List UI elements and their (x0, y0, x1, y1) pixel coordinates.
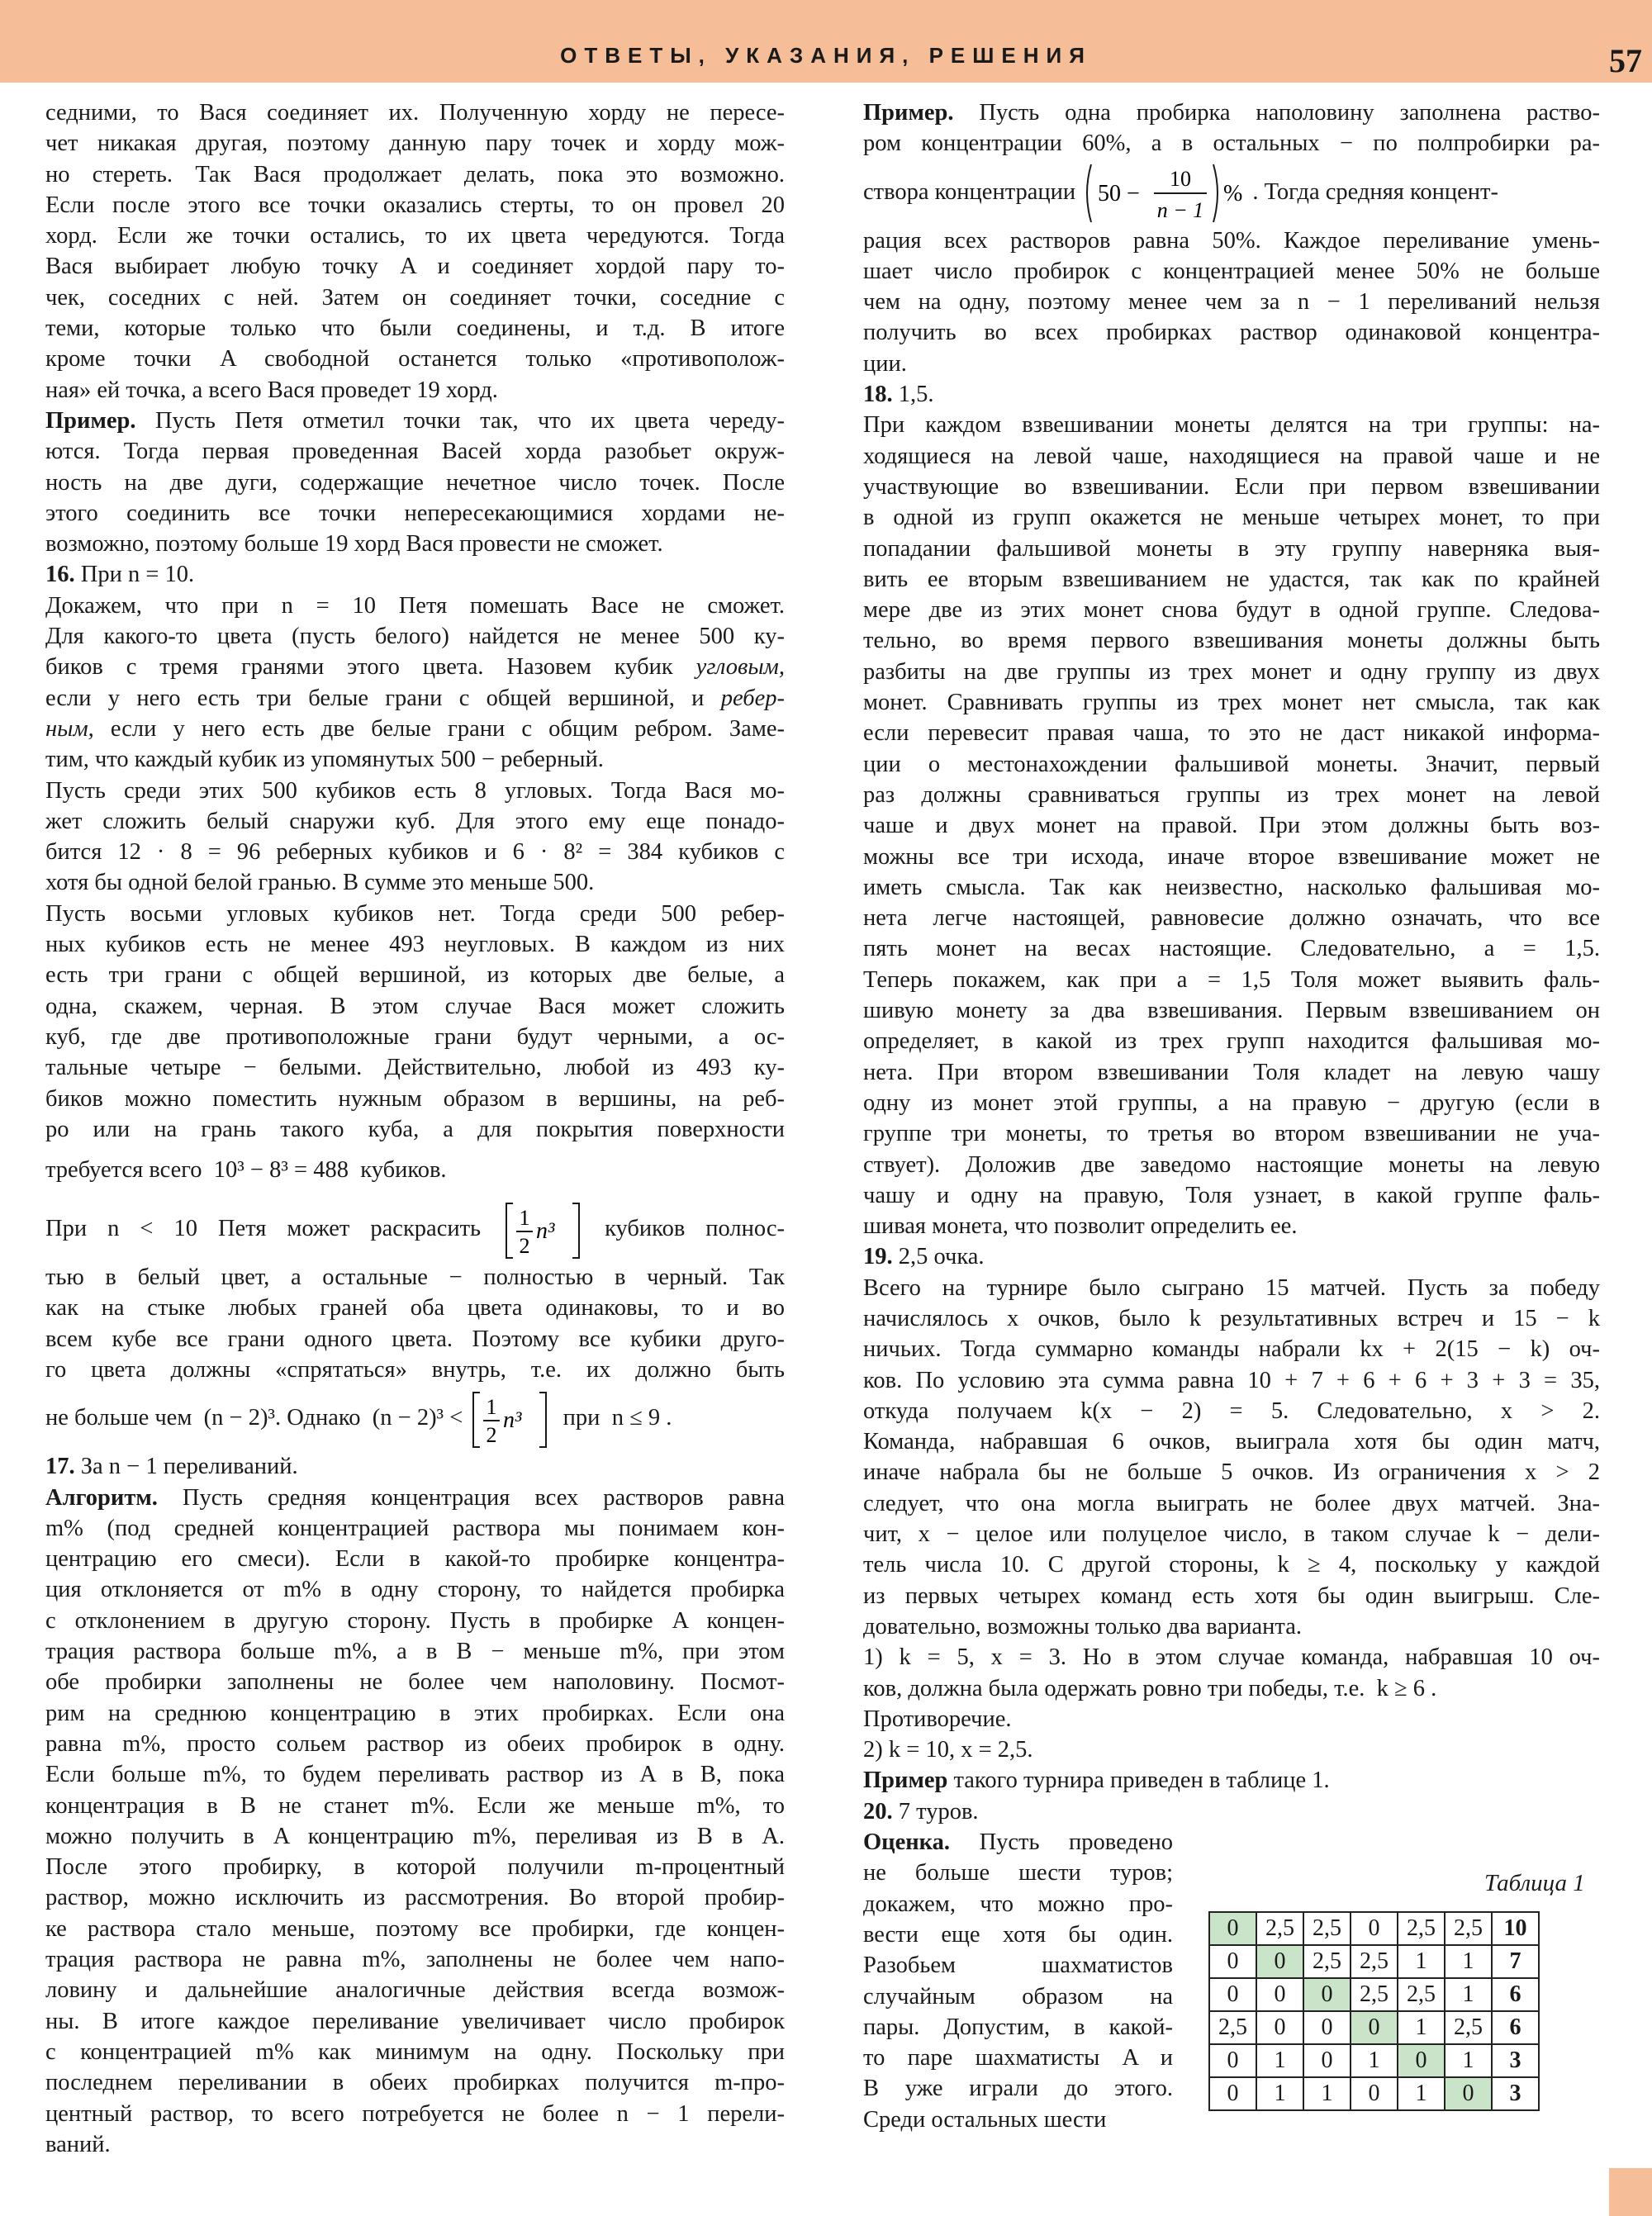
problem-17-answer: 17. За n − 1 переливаний. (45, 1454, 298, 1480)
solution-18-text (863, 410, 1600, 1241)
table-row (1209, 1945, 1539, 1978)
score-cell: 2,5 (1398, 1978, 1445, 2011)
formula: 6 · 8² = 384 (512, 839, 663, 866)
score-cell: 0 (1256, 1978, 1303, 2011)
text-line: теми, которые только что были соединены, и т.д. В итоге (45, 316, 785, 342)
text-line: случайным образом на (863, 1983, 1173, 2010)
score-cell: 0 (1445, 2077, 1492, 2110)
fraction-denominator: 2 (519, 1233, 530, 1258)
formula: n ≤ 9 (611, 1405, 661, 1431)
running-title: ОТВЕТЫ, УКАЗАНИЯ, РЕШЕНИЯ (560, 43, 1092, 68)
text-line: шивая монета, что позволит определить ее. (863, 1213, 1298, 1240)
score-cell: 2,5 (1351, 1945, 1398, 1978)
text-line: довательно, возможны только два варианта. (863, 1613, 1302, 1639)
text-line: если перевесит правая чаша, то это не даст никакой информа- (863, 720, 1600, 747)
formula-line: откуда получаем k(x − 2) = 5. Следовательно, x > 2. (863, 1397, 1600, 1424)
text-line: группе три монеты, то третья во втором взвешивании не уча- (863, 1121, 1600, 1147)
text-line: монет. Сравнивать группы из трех монет нет смысла, так как (863, 690, 1600, 716)
score-cell: 1 (1445, 2044, 1492, 2077)
text-line: биков можно поместить нужным образом в вершины, на реб- (45, 1085, 785, 1112)
text-line: можно получить в A концентрацию m%, переливая из B в A. (45, 1823, 785, 1849)
score-cell: 0 (1303, 1978, 1351, 2011)
text-line: Противоречие. (863, 1706, 1012, 1732)
score-cell: 0 (1209, 2077, 1256, 2110)
formula-line: бится 12 · 8 = 96 реберных кубиков и 6 · 8² = 384 кубиков с (45, 839, 786, 866)
text-line: Разобьем шахматистов (863, 1953, 1173, 1979)
fraction-numerator: 1 (519, 1205, 530, 1230)
text-line: ловину и дальнейшие аналогичные действия всегда возмож- (45, 1977, 785, 2004)
estimate-20-text (863, 1858, 1173, 2135)
score-cell: 2,5 (1351, 1978, 1398, 2011)
solution-15-continuation (45, 97, 785, 406)
text-line: хотя бы одной белой гранью. В сумме это меньше 500. (45, 870, 595, 896)
score-cell: 0 (1351, 2011, 1398, 2044)
text-line: шает число пробирок с концентрацией менее 50% не больше (863, 258, 1600, 284)
text-line: биков с тремя гранями этого цвета. Назовем кубик угловым, (45, 654, 785, 681)
text-line: но стереть. Так Вася продолжает делать, пока это возможно. (45, 161, 785, 187)
text-line: ции о местонахождении фальшивой монеты. Значит, первый (863, 751, 1600, 777)
text-line: вить ее вторым взвешиванием не удастся, так как по крайней (863, 566, 1600, 592)
text-line: ром концентрации 60%, а в остальных − по полпробирки ра- (863, 130, 1600, 157)
page-number: 57 (1609, 42, 1642, 79)
problem-18-answer: 18. 1,5. (863, 382, 934, 408)
text-line: чет никакая другая, поэтому данную пару точек и хорду мож- (45, 130, 785, 157)
total-cell: 3 (1492, 2077, 1539, 2110)
total-cell: 6 (1492, 2011, 1539, 2044)
score-cell: 0 (1209, 1978, 1256, 2011)
text-line: ствует). Доложив две заведомо настоящие монеты на левую (863, 1151, 1600, 1178)
algorithm-17-first-line: Алгоритм. Пусть средняя концентрация всех растворов равна (45, 1484, 786, 1511)
text-line: куб, где две противоположные грани будут черными, а ос- (45, 1023, 785, 1050)
text-line: ны. В итоге каждое переливание увеличивает число пробирок (45, 2008, 785, 2034)
text-line: раствор, можно исключить из рассмотрения. Во второй пробир- (45, 1885, 785, 1911)
text-line: Среди остальных шести (863, 2106, 1107, 2133)
text-line: хорд. Если же точки остались, то их цвета чередуются. Тогда (45, 223, 785, 249)
text-line: го цвета должны «спрятаться» внутрь, т.е. их должно быть (45, 1356, 785, 1383)
formula-line: При n < 10 Петя может раскрасить 1 2 n³ кубиков полнос- (45, 1196, 785, 1262)
formula-line: ков, должна была одержать ровно три победы, т.е. k ≥ 6 . (863, 1675, 1437, 1701)
table-caption: Таблица 1 (1484, 1870, 1585, 1896)
text-line: Если больше m%, то будем переливать раствор из A в B, пока (45, 1762, 785, 1788)
text-line: ции. (863, 350, 907, 377)
example-17-text (863, 225, 1600, 379)
text-line: Если после этого все точки оказались стерты, то он провел 20 (45, 192, 785, 218)
text-line: иметь смысла. Так как неизвестно, насколько фальшивая мо- (863, 874, 1600, 900)
text-line: рация всех растворов равна 50%. Каждое переливание умень- (863, 227, 1600, 254)
text-line: Пусть восьми угловых кубиков нет. Тогда среди 500 ребер- (45, 900, 785, 927)
text-line: этого соединить все точки непересекающимися хордами не- (45, 500, 785, 526)
score-cell: 0 (1209, 1945, 1256, 1978)
text-line: не больше шести туров; (863, 1860, 1173, 1886)
text-line: тим, что каждый кубик из упомянутых 500 − реберный. (45, 747, 604, 773)
score-cell: 0 (1209, 2044, 1256, 2077)
score-cell: 1 (1303, 2077, 1351, 2110)
text-line: ность на две дуги, содержащие нечетное число точек. После (45, 469, 785, 496)
formula: n³ (536, 1217, 555, 1244)
text-line: одну из монет этой группы, а на правую − другую (если в (863, 1089, 1600, 1116)
text-line: ваний. (45, 2131, 111, 2157)
score-cell: 2,5 (1209, 2011, 1256, 2044)
formula: (n − 2)³ (203, 1405, 275, 1431)
total-cell: 6 (1492, 1978, 1539, 2011)
floor-fraction-formula (501, 1198, 584, 1263)
text-line: определяет, в какой из трех групп находится фальшивая мо- (863, 1028, 1600, 1055)
text-line: Для какого-то цвета (пусть белого) найдется не менее 500 ку- (45, 624, 785, 650)
text-line: Команда, набравшая 6 очков, выиграла хотя бы один матч, (863, 1429, 1600, 1455)
problem-19-answer: 19. 2,5 очка. (863, 1244, 985, 1270)
formula: k ≥ 6 (1376, 1675, 1426, 1701)
text-line: то паре шахматисты A и (863, 2045, 1173, 2071)
formula-line: створа концентрации 50 − 10 n − 1 % . Тогда средняя концент- (863, 159, 1600, 225)
text-line: чаше и двух монет на правой. При этом должны быть воз- (863, 813, 1600, 839)
total-cell: 10 (1492, 1912, 1539, 1945)
text-line: центрацию его смеси). Если в какой-то пробирке концентра- (45, 1546, 785, 1573)
text-line: тью в белый цвет, а остальные − полностью в черный. Так (45, 1265, 785, 1291)
fraction-numerator: 1 (486, 1394, 497, 1419)
text-line: вести еще хотя бы один. (863, 1921, 1173, 1948)
text-line: ным, если у него есть две белые грани с общим ребром. Заме- (45, 715, 785, 742)
text-line: ются. Тогда первая проведенная Васей хорда разобьет окруж- (45, 439, 785, 465)
text-line: нета. При втором взвешивании Толя кладет на левую чашу (863, 1059, 1600, 1085)
text-line: раз должны сравниваться группы из трех монет на левой (863, 781, 1600, 808)
formula: k ≥ 4 (1277, 1552, 1351, 1578)
text-line: После этого пробирку, в которой получили m-процентный (45, 1854, 785, 1881)
text-line: шивую монету за два взвешивания. Первым взвешиванием он (863, 998, 1600, 1024)
text-line: При каждом взвешивании монеты делятся на три группы: на- (863, 412, 1600, 439)
text-line: Всего на турнире было сыграно 15 матчей. Пусть за победу (863, 1274, 1600, 1301)
formula-line: не больше чем (n − 2)³. Однако (n − 2)³ < 1 2 n³ при n ≤ 9 . (45, 1385, 785, 1451)
formula: n³ (503, 1407, 522, 1433)
left-column (45, 97, 785, 2160)
score-cell: 0 (1351, 1912, 1398, 1945)
text-line: последнем переливании в обеих пробирках получится m-про- (45, 2070, 785, 2096)
text-line: ро или на грань такого куба, а для покрытия поверхности (45, 1116, 785, 1142)
problem-16-answer: 16. При n = 10. (45, 562, 195, 588)
text-line: если у него есть три белые грани с общей вершиной, и ребер- (45, 685, 786, 711)
text-line: трация раствора не равна m%, заполнены не более чем напо- (45, 1947, 785, 1973)
text-line: тальные четыре − белыми. Действительно, любой из 493 ку- (45, 1055, 785, 1081)
formula: kx + 2(15 − k) (1360, 1336, 1550, 1363)
text-line: Пусть среди этих 500 кубиков есть 8 угловых. Тогда Вася мо- (45, 777, 785, 804)
score-cell: 1 (1351, 2044, 1398, 2077)
text-line: 2) k = 10, x = 2,5. (863, 1737, 1033, 1763)
formula-line: тель числа 10. С другой стороны, k ≥ 4, поскольку у каждой (863, 1552, 1600, 1578)
estimate-20-block (863, 1827, 1173, 2135)
text-line: обе пробирки заполнены не более чем наполовину. Посмот- (45, 1669, 785, 1696)
text-line: с отклонением в другую сторону. Пусть в пробирке A концен- (45, 1607, 785, 1634)
text-line: Пример такого турнира приведен в таблице 1. (863, 1768, 1330, 1794)
text-line: кроме точки A свободной останется только «противополож- (45, 346, 785, 372)
text-line: мере две из этих монет снова будут в одной группе. Следова- (863, 597, 1600, 624)
table-row (1209, 1978, 1539, 2011)
total-cell: 3 (1492, 2044, 1539, 2077)
page-edge-tab (1609, 2168, 1652, 2216)
score-cell: 2,5 (1303, 1912, 1351, 1945)
formula: 12 · 8 = 96 (117, 839, 261, 866)
table-row (1209, 2044, 1539, 2077)
text-line: трация раствора больше m%, а в B − меньше m%, при этом (45, 1639, 785, 1665)
text-line: чит, x − целое или полуцелое число, в таком случае k − дели- (863, 1521, 1600, 1548)
estimate-20-first-line: Оценка. Пусть проведено (863, 1829, 1173, 1856)
score-cell: 0 (1256, 1945, 1303, 1978)
text-line: как на стыке любых граней оба цвета одинаковы, то и во (45, 1295, 785, 1322)
text-line: разбиты на две группы из трех монет и одну группу из двух (863, 658, 1600, 685)
text-line: чек, соседних с ней. Затем он соединяет точки, соседние с (45, 284, 785, 311)
score-cell: 1 (1445, 1945, 1492, 1978)
text-line: в одной из групп окажется не меньше четырех монет, то при (863, 505, 1600, 531)
score-cell: 0 (1256, 2011, 1303, 2044)
score-cell: 0 (1303, 2011, 1351, 2044)
formula: k(x − 2) = 5 (1080, 1397, 1284, 1424)
problem-20-answer: 20. 7 туров. (863, 1798, 979, 1825)
text-line: докажем, что можно про- (863, 1891, 1173, 1917)
score-cell: 1 (1398, 1945, 1445, 1978)
text-line: нета легче настоящей, равновесие должно означать, что все (863, 905, 1600, 932)
score-cell: 0 (1351, 2077, 1398, 2110)
algorithm-17-text (45, 1513, 785, 2160)
text-line: ходящиеся на левой чаше, находящиеся на правой чаше и не (863, 443, 1600, 469)
score-cell: 1 (1256, 2044, 1303, 2077)
text-line: с концентрацией m% как минимум на одну. Поскольку при (45, 2038, 785, 2065)
text-line: начислялось x очков, было k результативных встреч и 15 − k (863, 1305, 1600, 1331)
score-cell: 2,5 (1256, 1912, 1303, 1945)
tournament-table (1208, 1911, 1540, 2111)
score-cell: 2,5 (1445, 2011, 1492, 2044)
text-line: чашу и одну на правую, Толя узнает, в какой группе фаль- (863, 1182, 1600, 1208)
score-cell: 0 (1303, 2044, 1351, 2077)
text-line: возможно, поэтому больше 19 хорд Вася провести не сможет. (45, 531, 663, 558)
formula: % (1223, 181, 1243, 207)
score-cell: 2,5 (1398, 1912, 1445, 1945)
page-header-band (0, 0, 1652, 83)
text-line: следует, что она могла выиграть не более двух матчей. Зна- (863, 1490, 1600, 1516)
text-line: попадании фальшивой монеты в эту группу наверняка выя- (863, 535, 1600, 562)
text-line: тельно, во время первого взвешивания монеты должны быть (863, 628, 1600, 654)
text-line: ных кубиков есть не менее 493 неугловых. В каждом из них (45, 932, 785, 958)
text-line: Докажем, что при n = 10 Петя помешать Васе не сможет. (45, 592, 785, 619)
text-line: из первых четырех команд есть хотя бы один выигрыш. Сле- (863, 1583, 1600, 1609)
score-cell: 0 (1209, 1912, 1256, 1945)
formula-line: ничьих. Тогда суммарно команды набрали kx + 2(15 − k) оч- (863, 1336, 1600, 1363)
example-15-first-line: Пример. Пусть Петя отметил точки так, что их цвета череду- (45, 407, 785, 434)
text-line: есть три грани с общей вершиной, из которых две белые, а (45, 962, 785, 989)
text-line: Вася выбирает любую точку A и соединяет хордой пару то- (45, 254, 785, 280)
score-cell: 0 (1398, 2044, 1445, 2077)
text-line: рим на среднюю концентрацию в этих пробирках. Если она (45, 1700, 785, 1726)
score-cell: 1 (1398, 2077, 1445, 2110)
score-cell: 2,5 (1303, 1945, 1351, 1978)
text-line: 1) k = 5, x = 3. Но в этом случае команда, набравшая 10 оч- (863, 1644, 1600, 1671)
fraction-denominator: 2 (486, 1422, 497, 1447)
text-line: концентрация в B не станет m%. Если же меньше m%, то (45, 1792, 785, 1819)
score-cell: 2,5 (1445, 1912, 1492, 1945)
text-line: ная» ей точка, а всего Вася проведет 19 хорд. (45, 377, 498, 403)
text-line: седними, то Вася соединяет их. Полученную хорду не пересе- (45, 100, 785, 126)
text-line: можны все три исхода, иначе второе взвешивание может не (863, 843, 1600, 870)
text-line: получить во всех пробирках раствор одинаковой концентра- (863, 320, 1600, 346)
text-line: центный раствор, то всего потребуется не более n − 1 перели- (45, 2100, 785, 2127)
text-line: ке раствора стало меньше, поэтому все пробирки, где концен- (45, 1915, 785, 1942)
score-cell: 1 (1398, 2011, 1445, 2044)
example-15-text (45, 436, 785, 559)
text-line: ция отклоняется от m% в одну сторону, то найдется пробирка (45, 1577, 785, 1603)
score-cell: 1 (1256, 2077, 1303, 2110)
formula: 50 − (1098, 181, 1141, 207)
text-line: участвующие во взвешивании. Если при первом взвешивании (863, 473, 1600, 500)
score-cell: 1 (1445, 1978, 1492, 2011)
text-line: одна, скажем, черная. В этом случае Вася может сложить (45, 993, 785, 1019)
formula: 10³ − 8³ = 488 (213, 1157, 349, 1184)
text-line: B уже играли до этого. (863, 2076, 1173, 2102)
right-column (863, 97, 1600, 2135)
text-line: пары. Допустим, в какой- (863, 2014, 1173, 2040)
fraction-numerator: 10 (1170, 167, 1192, 192)
floor-fraction-formula (468, 1388, 551, 1452)
text-line: m% (под средней концентрацией раствора мы понимаем кон- (45, 1515, 785, 1541)
text-line: чем на одну, поэтому менее чем за n − 1 переливаний нельзя (863, 289, 1600, 316)
table-row (1209, 2077, 1539, 2110)
text-line: пять монет на весах настоящие. Следовательно, a = 1,5. (863, 936, 1600, 962)
example-17-first-line: Пример. Пусть одна пробирка наполовину заполнена раство- (863, 100, 1601, 126)
text-line: жет сложить белый снаружи куб. Для этого ему еще понадо- (45, 808, 785, 834)
text-line: всем кубе все грани одного цвета. Поэтому все кубики друго- (45, 1326, 785, 1352)
concentration-formula (1081, 161, 1246, 225)
total-cell: 7 (1492, 1945, 1539, 1978)
formula-line: требуется всего 10³ − 8³ = 488 кубиков. (45, 1157, 447, 1184)
text-line: ков. По условию эта сумма равна 10 + 7 + 6 + 6 + 3 + 3 = 35, (863, 1367, 1600, 1393)
text-line: иначе набрала бы не больше 5 очков. Из ограничения x > 2 (863, 1459, 1600, 1486)
text-line: Теперь покажем, как при a = 1,5 Толя может выявить фаль- (863, 966, 1600, 993)
table-row (1209, 2011, 1539, 2044)
fraction-denominator: n − 1 (1157, 198, 1204, 223)
table-row (1209, 1912, 1539, 1945)
formula: (n − 2)³ < (372, 1405, 463, 1431)
text-line: равна m%, просто сольем раствор из обеих пробирок в одну. (45, 1730, 785, 1757)
